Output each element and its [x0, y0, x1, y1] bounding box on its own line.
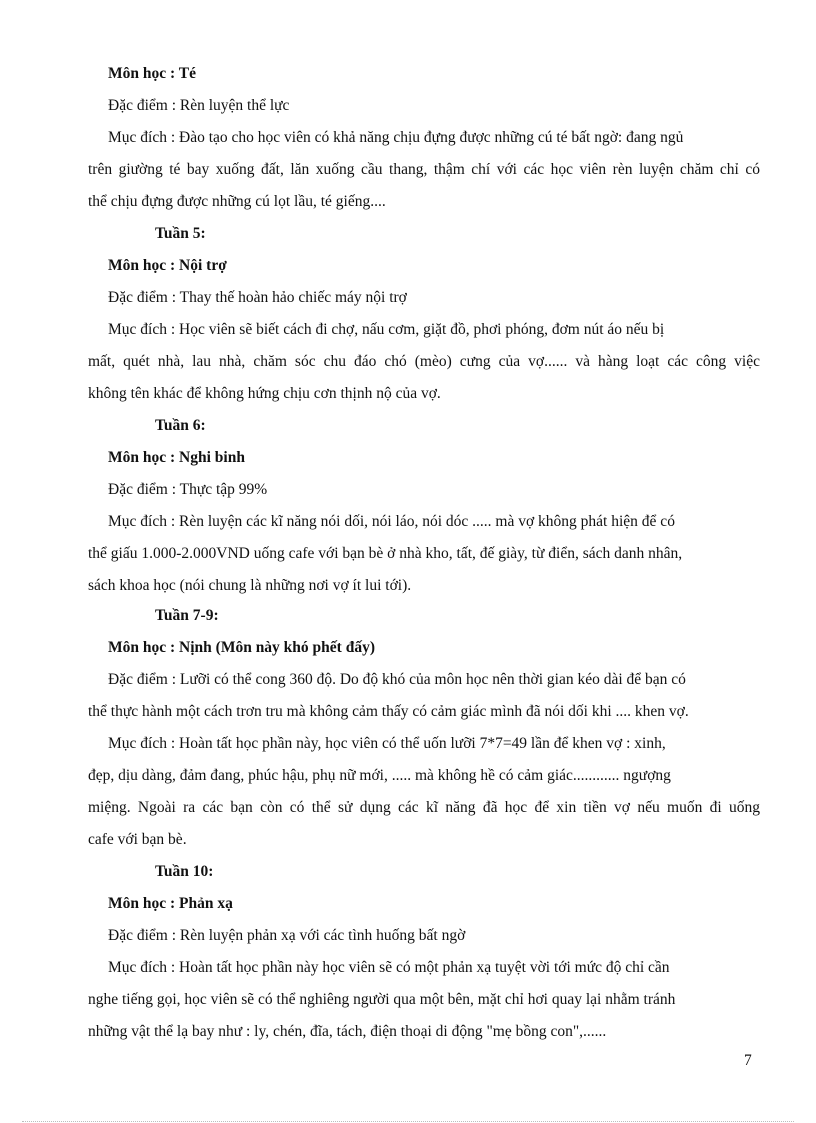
subject-heading-phan-xa: Môn học : Phản xạ: [108, 895, 233, 912]
subject-heading-te: Môn học : Té: [108, 65, 196, 82]
subject-heading-noi-tro: Môn học : Nội trợ: [108, 257, 227, 274]
paragraph-line: sách khoa học (nói chung là những nơi vợ ít lui tới).: [88, 577, 412, 594]
page-bottom-border: [22, 1121, 794, 1122]
feature-line: Đặc điểm : Thực tập 99%: [108, 481, 268, 498]
feature-line: Đặc điểm : Rèn luyện phản xạ với các tình huống bất ngờ: [108, 927, 466, 944]
paragraph-line: mất, quét nhà, lau nhà, chăm sóc chu đáo chó (mèo) cưng của vợ...... và hàng loạt các công việc: [88, 353, 760, 370]
week-heading-10: Tuần 10:: [155, 863, 214, 880]
paragraph-line: miệng. Ngoài ra các bạn còn có thể sử dụng các kĩ năng đã học để xin tiền vợ nếu muốn đi uống: [88, 799, 760, 816]
purpose-line: Mục đích : Rèn luyện các kĩ năng nói dối, nói láo, nói dóc ..... mà vợ không phát hiện để có: [108, 513, 675, 530]
page-number: 7: [744, 1052, 752, 1069]
paragraph-line: những vật thể lạ bay như : ly, chén, đĩa, tách, điện thoại di động "mẹ bồng con",......: [88, 1023, 607, 1040]
paragraph-line: thể giấu 1.000-2.000VND uống cafe với bạn bè ở nhà kho, tất, đế giày, từ điển, sách danh nhân,: [88, 545, 683, 562]
paragraph-line: thể chịu đựng được những cú lọt lầu, té giếng....: [88, 193, 386, 210]
week-heading-7-9: Tuần 7-9:: [155, 607, 219, 624]
week-heading-5: Tuần 5:: [155, 225, 206, 242]
subject-heading-nghi-binh: Môn học : Nghi binh: [108, 449, 245, 466]
subject-heading-ninh: Môn học : Nịnh (Môn này khó phết đấy): [108, 639, 375, 656]
purpose-line: Mục đích : Hoàn tất học phần này, học viên có thể uốn lưỡi 7*7=49 lần để khen vợ : xinh,: [108, 735, 666, 752]
purpose-line: Mục đích : Học viên sẽ biết cách đi chợ, nấu cơm, giặt đồ, phơi phóng, đơm nút áo nếu bị: [108, 321, 665, 338]
paragraph-line: nghe tiếng gọi, học viên sẽ có thể nghiêng người qua một bên, mặt chỉ hơi quay lại nhằm tránh: [88, 991, 676, 1008]
feature-line: Đặc điểm : Lưỡi có thể cong 360 độ. Do độ khó của môn học nên thời gian kéo dài để bạn có: [108, 671, 686, 688]
paragraph-line: không tên khác để không hứng chịu cơn thịnh nộ của vợ.: [88, 385, 441, 402]
feature-line: Đặc điểm : Thay thế hoàn hảo chiếc máy nội trợ: [108, 289, 407, 306]
purpose-line: Mục đích : Đào tạo cho học viên có khả năng chịu đựng được những cú té bất ngờ: đang ngủ: [108, 129, 684, 146]
paragraph-line: thể thực hành một cách trơn tru mà không cảm thấy có cảm giác mình đã nói dối khi .... khen vợ.: [88, 703, 689, 720]
feature-line: Đặc điểm : Rèn luyện thể lực: [108, 97, 290, 114]
paragraph-line: cafe với bạn bè.: [88, 831, 187, 848]
purpose-line: Mục đích : Hoàn tất học phần này học viên sẽ có một phản xạ tuyệt vời tới mức độ chỉ cần: [108, 959, 670, 976]
paragraph-line: trên giường té bay xuống đất, lăn xuống cầu thang, thậm chí với các học viên rèn luyện chăm chỉ có: [88, 161, 760, 178]
paragraph-line: đẹp, dịu dàng, đảm đang, phúc hậu, phụ nữ mới, ..... mà không hề có cảm giác............ ngượng: [88, 767, 671, 784]
week-heading-6: Tuần 6:: [155, 417, 206, 434]
